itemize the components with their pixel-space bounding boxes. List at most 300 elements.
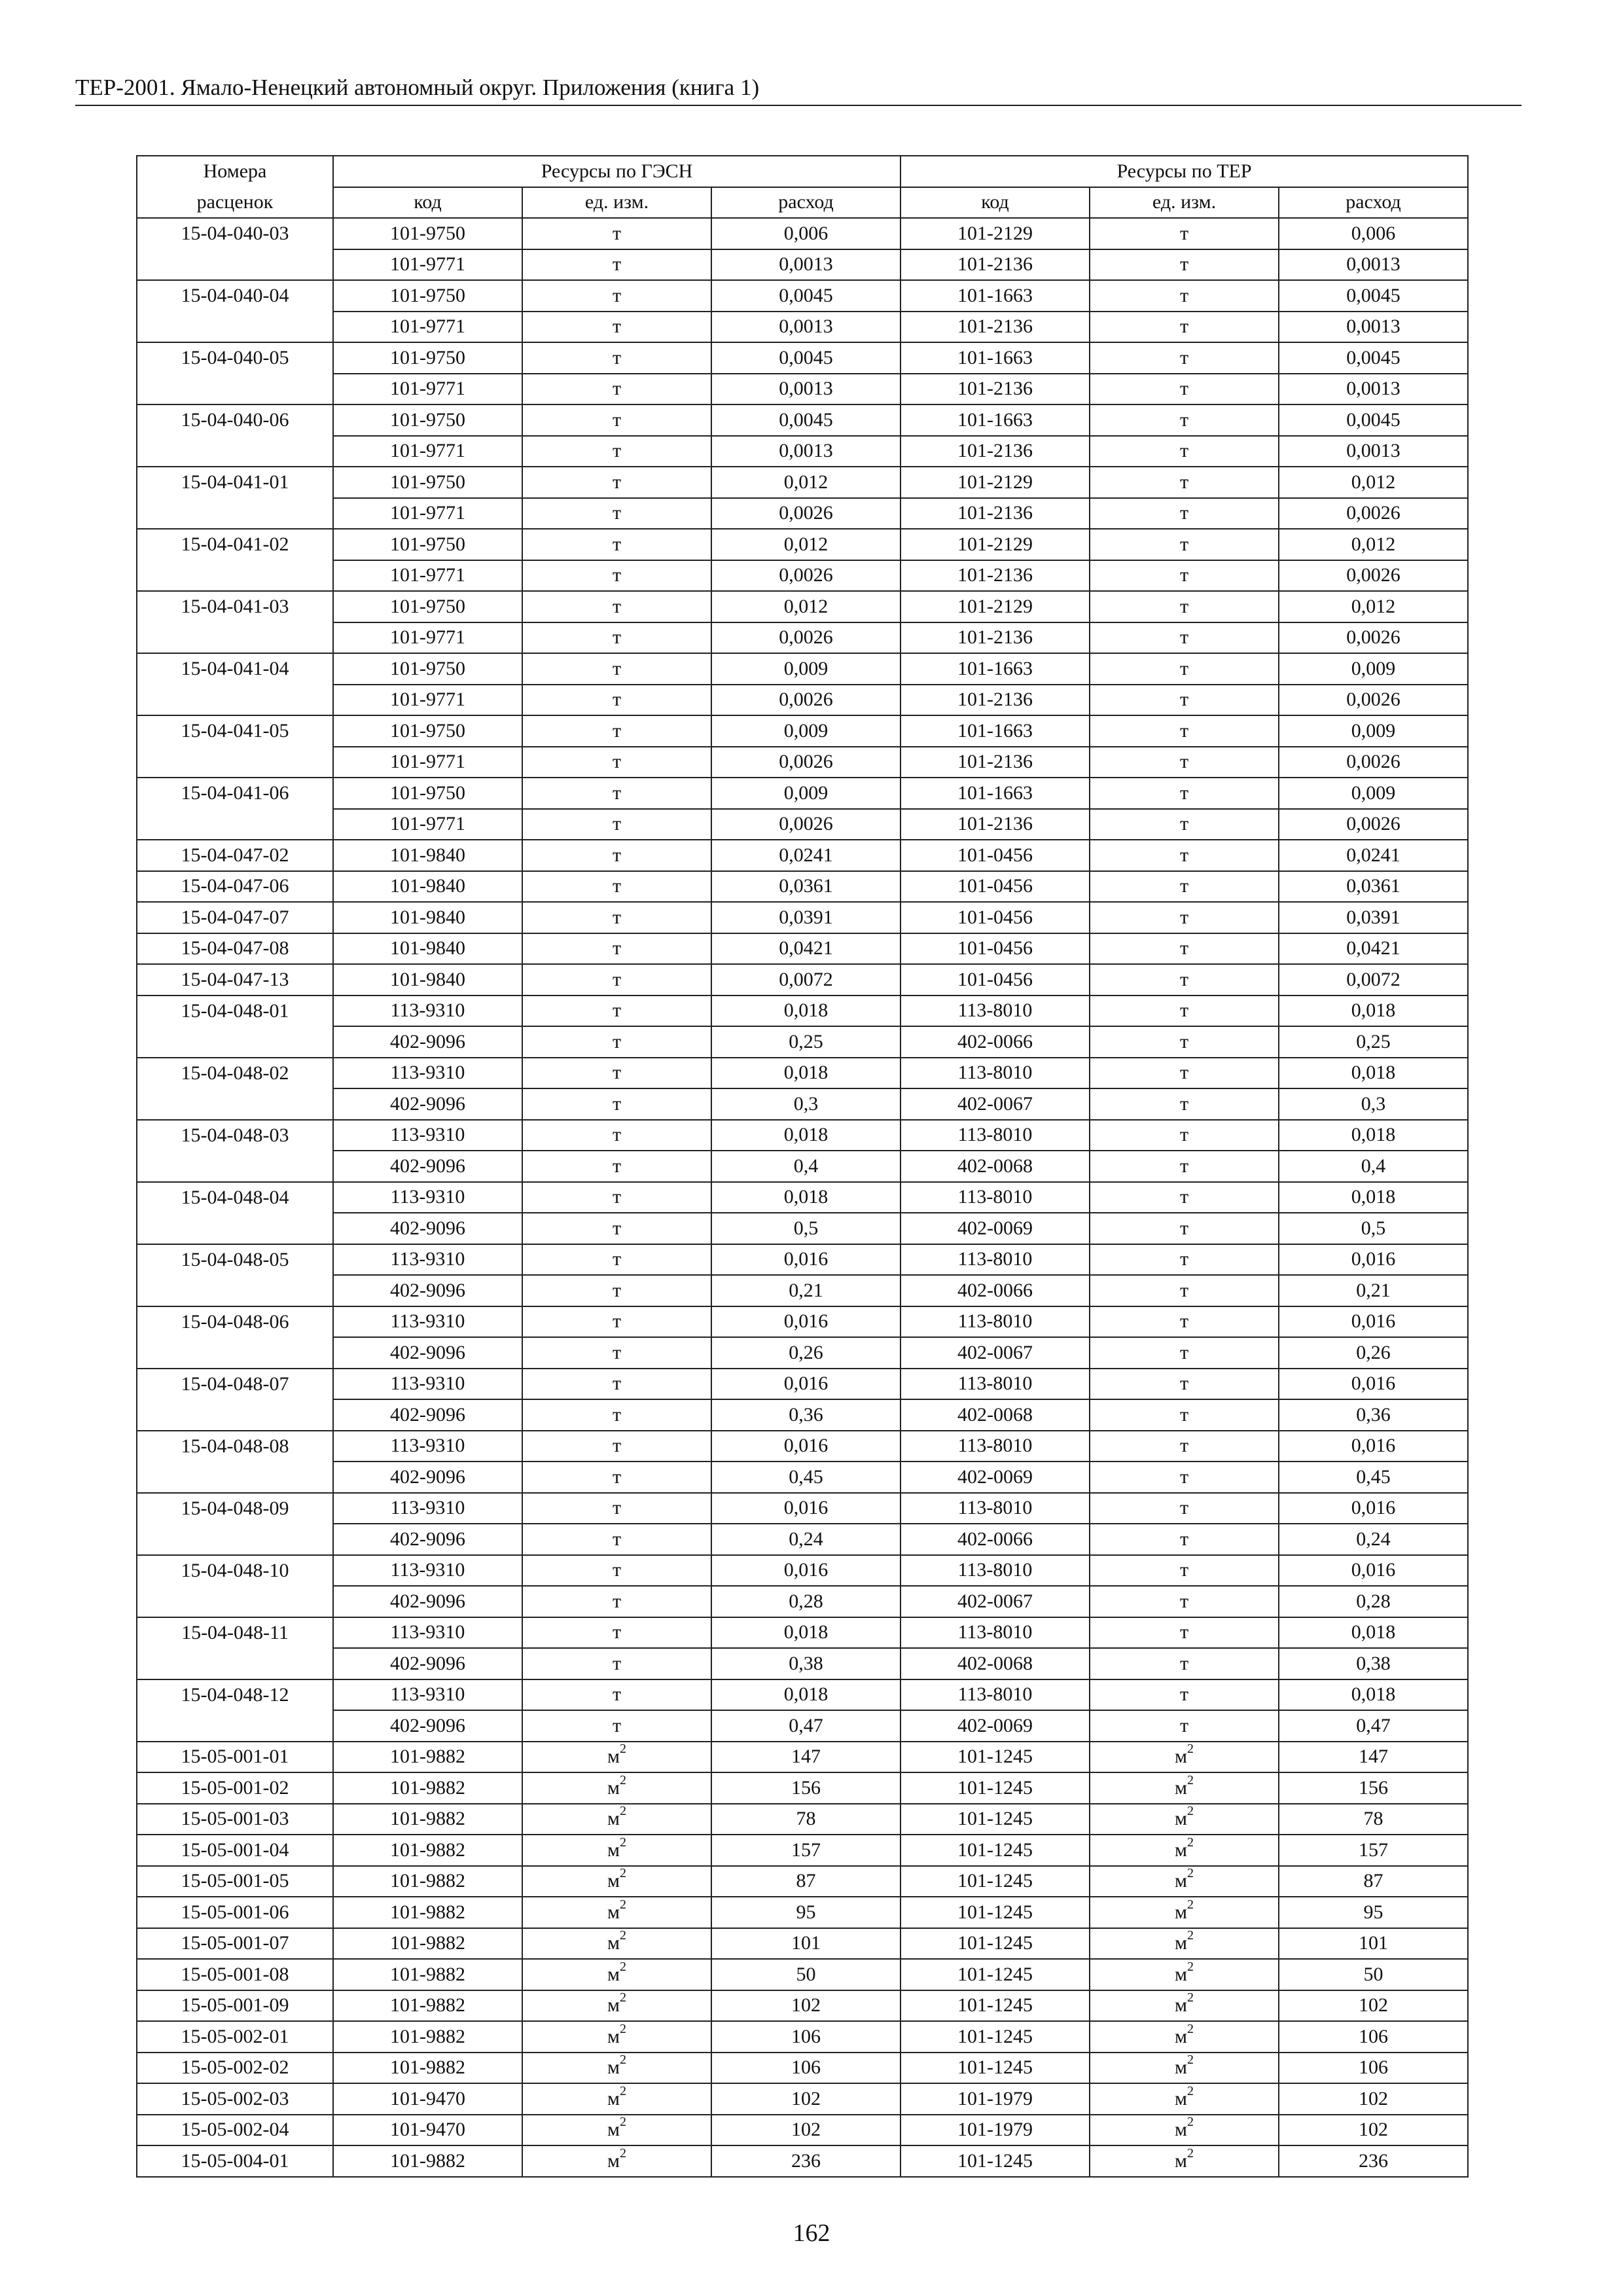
gesn-rate-cell: 0,0026 [711,498,901,529]
ter-code-cell: 101-1245 [901,1804,1090,1835]
ter-code-cell: 101-0456 [901,964,1090,996]
gesn-unit-cell: т [522,1026,711,1058]
ter-code-cell: 101-1245 [901,1897,1090,1928]
gesn-rate-cell: 0,018 [711,1182,901,1213]
ter-code-cell: 101-1245 [901,2145,1090,2177]
gesn-unit-cell: т [522,1710,711,1742]
gesn-rate-cell: 0,0026 [711,685,901,716]
table-row [137,1306,1468,1338]
ter-unit-cell: т [1090,1026,1279,1058]
table-row [137,498,1468,529]
ter-rate-cell: 0,012 [1279,529,1468,560]
gesn-rate-cell: 0,009 [711,715,901,747]
gesn-rate-cell: 0,0045 [711,280,901,312]
ter-code-cell: 101-1663 [901,280,1090,312]
ter-code-cell: 101-1245 [901,1866,1090,1897]
gesn-unit-cell: т [522,1369,711,1400]
ter-unit-cell: т [1090,1710,1279,1742]
ter-rate-cell: 0,45 [1279,1462,1468,1493]
ter-unit-cell: т [1090,1244,1279,1276]
ter-code-cell: 101-2136 [901,685,1090,716]
table-row [137,1399,1468,1431]
table-row [137,467,1468,498]
header-gesn-code: код [333,187,522,219]
ter-unit-cell: т [1090,1213,1279,1244]
ter-unit-cell: $м^2$ [1090,2145,1279,2177]
ter-unit-cell: т [1090,467,1279,498]
table-row [137,1213,1468,1244]
gesn-unit-cell: т [522,529,711,560]
ter-unit-cell: т [1090,1337,1279,1369]
gesn-rate-cell: 0,016 [711,1244,901,1276]
rate-number-cell [137,622,333,654]
ter-unit-cell: т [1090,1586,1279,1617]
ter-rate-cell: 0,0045 [1279,342,1468,374]
ter-rate-cell: 101 [1279,1928,1468,1960]
ter-code-cell: 101-2136 [901,312,1090,343]
rate-number-cell [137,498,333,529]
table-row [137,809,1468,840]
table-row [137,2083,1468,2115]
rate-number-cell: 15-04-048-05 [137,1244,333,1276]
gesn-code-cell: 101-9771 [333,374,522,405]
rate-number-cell: 15-04-048-07 [137,1369,333,1400]
gesn-unit-cell: т [522,653,711,685]
gesn-rate-cell: 0,016 [711,1369,901,1400]
header-ter-rate: расход [1279,187,1468,219]
ter-code-cell: 101-1245 [901,1772,1090,1804]
gesn-code-cell: 402-9096 [333,1151,522,1182]
rate-number-cell [137,1648,333,1679]
rate-number-cell: 15-05-002-02 [137,2053,333,2084]
table-row [137,902,1468,933]
ter-rate-cell: 0,26 [1279,1337,1468,1369]
ter-unit-cell: $м^2$ [1090,2083,1279,2115]
rate-number-cell: 15-04-047-02 [137,840,333,871]
ter-code-cell: 101-2129 [901,591,1090,622]
rate-number-cell: 15-05-002-01 [137,2021,333,2053]
ter-rate-cell: 157 [1279,1835,1468,1866]
table-row [137,312,1468,343]
table-row [137,871,1468,903]
gesn-rate-cell: 0,0045 [711,404,901,436]
table-row [137,1555,1468,1587]
gesn-code-cell: 101-9771 [333,809,522,840]
ter-unit-cell: $м^2$ [1090,1990,1279,2022]
ter-code-cell: 402-0066 [901,1026,1090,1058]
gesn-unit-cell: т [522,1462,711,1493]
table-body [137,218,1468,2177]
ter-unit-cell: т [1090,1399,1279,1431]
ter-code-cell: 402-0069 [901,1462,1090,1493]
gesn-rate-cell: 0,38 [711,1648,901,1679]
table-row [137,1462,1468,1493]
gesn-rate-cell: 0,012 [711,467,901,498]
gesn-rate-cell: 0,0026 [711,809,901,840]
gesn-rate-cell: 0,016 [711,1306,901,1338]
gesn-code-cell: 402-9096 [333,1586,522,1617]
ter-code-cell: 101-2136 [901,249,1090,281]
ter-code-cell: 101-1245 [901,2021,1090,2053]
ter-code-cell: 402-0068 [901,1648,1090,1679]
gesn-code-cell: 113-9310 [333,1431,522,1462]
ter-rate-cell: 0,016 [1279,1244,1468,1276]
gesn-unit-cell: т [522,715,711,747]
gesn-unit-cell: т [522,1306,711,1338]
gesn-unit-cell: $м^2$ [522,1742,711,1773]
table-row [137,1804,1468,1835]
rate-number-cell [137,1710,333,1742]
ter-unit-cell: т [1090,404,1279,436]
gesn-code-cell: 101-9882 [333,1835,522,1866]
gesn-unit-cell: т [522,685,711,716]
table-row [137,1679,1468,1711]
ter-code-cell: 101-1245 [901,1835,1090,1866]
ter-code-cell: 402-0066 [901,1524,1090,1555]
ter-unit-cell: т [1090,840,1279,871]
table-row [137,1088,1468,1120]
ter-rate-cell: 0,018 [1279,996,1468,1027]
ter-code-cell: 101-2136 [901,374,1090,405]
gesn-rate-cell: 0,016 [711,1555,901,1587]
table-row [137,1772,1468,1804]
gesn-unit-cell: $м^2$ [522,2053,711,2084]
rate-number-cell [137,747,333,778]
gesn-code-cell: 101-9750 [333,778,522,809]
gesn-unit-cell: $м^2$ [522,1928,711,1960]
gesn-unit-cell: $м^2$ [522,2083,711,2115]
rate-number-cell [137,1088,333,1120]
ter-code-cell: 402-0069 [901,1213,1090,1244]
ter-unit-cell: т [1090,1306,1279,1338]
gesn-rate-cell: 0,018 [711,1120,901,1151]
rate-number-cell [137,1026,333,1058]
ter-rate-cell: 0,3 [1279,1088,1468,1120]
gesn-unit-cell: т [522,996,711,1027]
rate-number-cell: 15-04-047-13 [137,964,333,996]
rate-number-cell: 15-04-048-02 [137,1058,333,1089]
ter-rate-cell: 0,018 [1279,1058,1468,1089]
gesn-unit-cell: $м^2$ [522,2021,711,2053]
ter-rate-cell: 0,0013 [1279,374,1468,405]
ter-rate-cell: 0,009 [1279,715,1468,747]
rate-number-cell: 15-04-048-04 [137,1182,333,1213]
gesn-code-cell: 101-9750 [333,342,522,374]
gesn-code-cell: 101-9750 [333,218,522,249]
gesn-code-cell: 402-9096 [333,1275,522,1306]
gesn-rate-cell: 0,3 [711,1088,901,1120]
table-row [137,436,1468,467]
table-row [137,653,1468,685]
ter-unit-cell: т [1090,560,1279,592]
rate-number-cell: 15-04-041-02 [137,529,333,560]
rate-number-cell: 15-04-041-04 [137,653,333,685]
gesn-rate-cell: 0,018 [711,1617,901,1649]
rate-number-cell: 15-05-001-05 [137,1866,333,1897]
ter-code-cell: 101-1663 [901,404,1090,436]
gesn-rate-cell: 78 [711,1804,901,1835]
gesn-code-cell: 113-9310 [333,1244,522,1276]
ter-rate-cell: 0,0045 [1279,404,1468,436]
ter-unit-cell: $м^2$ [1090,2053,1279,2084]
rate-number-cell [137,1462,333,1493]
ter-unit-cell: т [1090,374,1279,405]
gesn-code-cell: 101-9882 [333,2021,522,2053]
gesn-unit-cell: т [522,902,711,933]
gesn-rate-cell: 102 [711,2083,901,2115]
table-row [137,529,1468,560]
ter-unit-cell: т [1090,996,1279,1027]
ter-rate-cell: 0,012 [1279,591,1468,622]
gesn-unit-cell: т [522,467,711,498]
table-row [137,1493,1468,1524]
gesn-rate-cell: 0,0013 [711,249,901,281]
rate-number-cell: 15-04-041-03 [137,591,333,622]
gesn-code-cell: 113-9310 [333,1679,522,1711]
ter-rate-cell: 0,0013 [1279,436,1468,467]
rate-number-cell [137,1337,333,1369]
ter-unit-cell: т [1090,653,1279,685]
rate-number-cell [137,436,333,467]
gesn-unit-cell: т [522,1399,711,1431]
ter-rate-cell: 0,018 [1279,1679,1468,1711]
ter-code-cell: 101-2136 [901,747,1090,778]
ter-rate-cell: 0,0026 [1279,622,1468,654]
header-gesn-rate: расход [711,187,901,219]
ter-code-cell: 101-1245 [901,2053,1090,2084]
gesn-code-cell: 101-9882 [333,1742,522,1773]
ter-unit-cell: $м^2$ [1090,2115,1279,2146]
gesn-unit-cell: т [522,747,711,778]
ter-unit-cell: т [1090,1151,1279,1182]
ter-unit-cell: $м^2$ [1090,2021,1279,2053]
ter-unit-cell: т [1090,1648,1279,1679]
ter-code-cell: 113-8010 [901,1306,1090,1338]
gesn-code-cell: 101-9840 [333,964,522,996]
header-num-label-2: расценок [137,187,333,219]
gesn-unit-cell: т [522,1679,711,1711]
gesn-code-cell: 113-9310 [333,1058,522,1089]
gesn-rate-cell: 236 [711,2145,901,2177]
gesn-code-cell: 101-9771 [333,436,522,467]
ter-code-cell: 113-8010 [901,996,1090,1027]
ter-unit-cell: $м^2$ [1090,1866,1279,1897]
gesn-rate-cell: 0,009 [711,653,901,685]
gesn-code-cell: 101-9882 [333,1990,522,2022]
ter-code-cell: 402-0067 [901,1088,1090,1120]
gesn-rate-cell: 50 [711,1959,901,1990]
rate-number-cell: 15-04-047-08 [137,933,333,965]
gesn-code-cell: 101-9771 [333,747,522,778]
table-row [137,1866,1468,1897]
gesn-code-cell: 101-9771 [333,560,522,592]
rate-number-cell [137,809,333,840]
gesn-code-cell: 113-9310 [333,1369,522,1400]
ter-code-cell: 101-0456 [901,871,1090,903]
gesn-unit-cell: т [522,1524,711,1555]
ter-rate-cell: 0,0045 [1279,280,1468,312]
gesn-rate-cell: 0,26 [711,1337,901,1369]
rate-number-cell [137,685,333,716]
ter-code-cell: 101-2129 [901,467,1090,498]
ter-rate-cell: 0,0026 [1279,747,1468,778]
ter-unit-cell: т [1090,1120,1279,1151]
table-row [137,342,1468,374]
gesn-unit-cell: т [522,1151,711,1182]
header-ter-code: код [901,187,1090,219]
gesn-unit-cell: т [522,312,711,343]
rate-number-cell [137,374,333,405]
gesn-code-cell: 402-9096 [333,1337,522,1369]
ter-rate-cell: 0,0026 [1279,685,1468,716]
gesn-rate-cell: 0,0072 [711,964,901,996]
ter-unit-cell: т [1090,436,1279,467]
ter-rate-cell: 95 [1279,1897,1468,1928]
gesn-rate-cell: 0,012 [711,591,901,622]
gesn-unit-cell: т [522,404,711,436]
ter-unit-cell: т [1090,1679,1279,1711]
rate-number-cell: 15-04-048-11 [137,1617,333,1649]
gesn-rate-cell: 0,018 [711,1679,901,1711]
table-row [137,1120,1468,1151]
gesn-code-cell: 101-9771 [333,498,522,529]
ter-rate-cell: 0,24 [1279,1524,1468,1555]
gesn-code-cell: 113-9310 [333,1555,522,1587]
gesn-rate-cell: 0,0026 [711,622,901,654]
resources-table [136,155,1469,2178]
gesn-unit-cell: $м^2$ [522,1990,711,2022]
ter-rate-cell: 0,0391 [1279,902,1468,933]
table-row [137,1369,1468,1400]
ter-unit-cell: т [1090,529,1279,560]
table-row [137,1058,1468,1089]
gesn-code-cell: 101-9882 [333,1959,522,1990]
gesn-rate-cell: 0,018 [711,996,901,1027]
gesn-unit-cell: $м^2$ [522,1835,711,1866]
ter-unit-cell: т [1090,249,1279,281]
ter-unit-cell: т [1090,218,1279,249]
rate-number-cell: 15-04-041-01 [137,467,333,498]
gesn-rate-cell: 0,21 [711,1275,901,1306]
gesn-rate-cell: 0,5 [711,1213,901,1244]
gesn-unit-cell: т [522,1431,711,1462]
ter-rate-cell: 0,018 [1279,1120,1468,1151]
gesn-unit-cell: $м^2$ [522,1959,711,1990]
gesn-code-cell: 101-9750 [333,591,522,622]
ter-unit-cell: т [1090,1462,1279,1493]
gesn-code-cell: 101-9882 [333,2053,522,2084]
ter-unit-cell: т [1090,933,1279,965]
table-row [137,2021,1468,2053]
gesn-unit-cell: т [522,1213,711,1244]
rate-number-cell: 15-05-001-06 [137,1897,333,1928]
table-row [137,1026,1468,1058]
gesn-code-cell: 101-9750 [333,404,522,436]
ter-rate-cell: 102 [1279,1990,1468,2022]
gesn-unit-cell: т [522,498,711,529]
table-row [137,622,1468,654]
gesn-rate-cell: 0,009 [711,778,901,809]
gesn-unit-cell: т [522,1648,711,1679]
ter-code-cell: 101-2136 [901,560,1090,592]
ter-unit-cell: $м^2$ [1090,1928,1279,1960]
ter-code-cell: 101-2136 [901,498,1090,529]
ter-rate-cell: 147 [1279,1742,1468,1773]
table-row [137,715,1468,747]
rate-number-cell: 15-04-048-03 [137,1120,333,1151]
gesn-code-cell: 113-9310 [333,1120,522,1151]
ter-rate-cell: 0,0013 [1279,312,1468,343]
table-row [137,2145,1468,2177]
table-row [137,2115,1468,2146]
gesn-rate-cell: 102 [711,2115,901,2146]
table-row [137,1710,1468,1742]
rate-number-cell: 15-04-047-06 [137,871,333,903]
table-row [137,840,1468,871]
gesn-rate-cell: 156 [711,1772,901,1804]
rate-number-cell: 15-05-001-01 [137,1742,333,1773]
ter-rate-cell: 0,0026 [1279,498,1468,529]
gesn-code-cell: 101-9771 [333,622,522,654]
gesn-unit-cell: т [522,622,711,654]
gesn-code-cell: 113-9310 [333,1493,522,1524]
ter-unit-cell: т [1090,902,1279,933]
rate-number-cell: 15-04-040-04 [137,280,333,312]
table-row [137,2053,1468,2084]
rate-number-cell: 15-04-040-03 [137,218,333,249]
ter-code-cell: 101-2136 [901,622,1090,654]
ter-rate-cell: 0,016 [1279,1431,1468,1462]
ter-rate-cell: 0,38 [1279,1648,1468,1679]
ter-rate-cell: 0,009 [1279,653,1468,685]
table-row [137,1244,1468,1276]
gesn-rate-cell: 0,0013 [711,374,901,405]
ter-unit-cell: т [1090,1617,1279,1649]
rate-number-cell: 15-05-001-02 [137,1772,333,1804]
ter-rate-cell: 0,0026 [1279,560,1468,592]
ter-unit-cell: т [1090,1524,1279,1555]
gesn-rate-cell: 157 [711,1835,901,1866]
rate-number-cell: 15-04-048-01 [137,996,333,1027]
gesn-unit-cell: т [522,1555,711,1587]
table-row [137,996,1468,1027]
rate-number-cell: 15-04-048-10 [137,1555,333,1587]
ter-unit-cell: т [1090,312,1279,343]
ter-code-cell: 402-0067 [901,1586,1090,1617]
gesn-unit-cell: т [522,840,711,871]
ter-code-cell: 101-0456 [901,933,1090,965]
ter-rate-cell: 236 [1279,2145,1468,2177]
header-num-label: Номера [137,156,333,187]
ter-code-cell: 113-8010 [901,1617,1090,1649]
gesn-code-cell: 101-9750 [333,653,522,685]
rate-number-cell: 15-04-040-05 [137,342,333,374]
gesn-rate-cell: 0,0026 [711,560,901,592]
ter-unit-cell: т [1090,778,1279,809]
gesn-code-cell: 101-9840 [333,902,522,933]
table-row [137,560,1468,592]
ter-rate-cell: 0,21 [1279,1275,1468,1306]
gesn-code-cell: 402-9096 [333,1648,522,1679]
ter-code-cell: 113-8010 [901,1431,1090,1462]
table-row [137,280,1468,312]
rate-number-cell: 15-05-001-07 [137,1928,333,1960]
gesn-code-cell: 101-9750 [333,280,522,312]
ter-code-cell: 101-1663 [901,715,1090,747]
gesn-unit-cell: т [522,342,711,374]
rate-number-cell: 15-04-041-05 [137,715,333,747]
gesn-unit-cell: т [522,1586,711,1617]
